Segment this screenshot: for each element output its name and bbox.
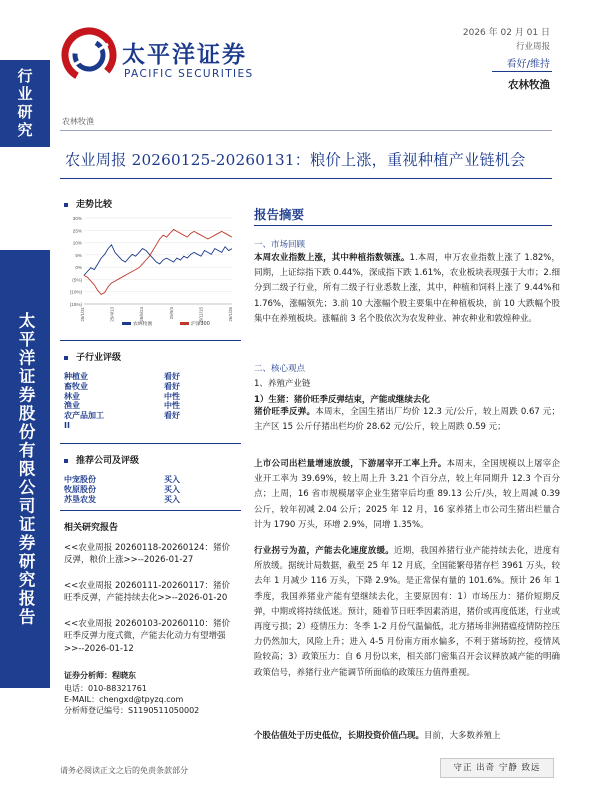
valuation-lead: 个股估值处于历史低位，长期投资价值凸现。 <box>254 731 425 741</box>
pig-paragraph-1 <box>254 405 560 435</box>
table-row <box>64 382 180 392</box>
companies-divider-top <box>60 443 241 444</box>
chart-series-line <box>84 230 232 295</box>
pig-paragraph-1-lead: 猪价旺季反弹。 <box>254 407 316 417</box>
rating-value: 看好 <box>164 411 180 421</box>
title-divider <box>60 178 552 179</box>
company-rating: 买入 <box>164 475 180 484</box>
side-band-publisher-text: 太平洋证券股份有限公司证券研究报告 <box>16 311 36 627</box>
chart-legend-label: 沪深300 <box>191 322 210 327</box>
market-review-body: 1.本周，申万农业指数上涨了 1.82%，同期，上证综指下跌 0.44%，深成指下跌 1.61%，农业板块表现强于大市；2.细分到二级子行业，所有二级子行业悉数上涨，其中，种植和饲料上涨了 9.44%和 1.76%，涨幅领先；3.前 10 大涨幅个股主要集中在种植板块，前 10 大跌幅个股集中在养殖板块。涨幅前 3 名个股依次为农发种业、神农种业和敦煌种业。 <box>254 253 560 324</box>
rating-value: 看好 <box>164 372 180 381</box>
core-views-heading: 二、核心观点 <box>254 364 306 374</box>
table-row <box>64 495 180 505</box>
pig-paragraph-2 <box>254 457 560 533</box>
company-name: 苏垦农发 <box>64 494 96 504</box>
chart-ytick-label: 30% <box>72 216 82 221</box>
table-row <box>64 392 180 402</box>
chart-ytick-label: (5%) <box>72 277 82 283</box>
rating-value: 看好 <box>164 381 180 391</box>
ratings-divider-top <box>60 340 241 341</box>
rating-name: 畜牧业 <box>64 381 88 391</box>
trend-chart <box>60 212 238 332</box>
table-row <box>64 485 180 495</box>
pig-paragraph-1-body: 本周末，全国生猪出厂均价 12.3 元/公斤，较上周跌 0.67 元；主产区 15 公斤仔猪出栏均价 28.62 元/公斤，较上周跌 0.59 元； <box>254 407 560 433</box>
analyst-name: 程晓东 <box>112 671 136 680</box>
report-date: 2026 年 02 月 01 日 <box>462 28 550 38</box>
companies-divider-bottom <box>60 510 241 511</box>
pig-paragraph-3-lead: 行业拐亏为盈，产能去化速度放缓。 <box>254 546 394 556</box>
table-row <box>64 372 180 382</box>
pacific-securities-logo-icon <box>60 26 118 84</box>
disclaimer-note: 请务必阅读正文之后的免责条款部分 <box>60 766 188 775</box>
chart-xtick-label: 26/1/26 <box>228 307 233 322</box>
pig-paragraph-3-body: 近期，我国养猪行业产能持续去化，进度有所放缓。据统计局数据，截至 25 年 12 月底，全国能繁母猪存栏 3961 万头，较去年 1 月减少 116 万头，下降 2.9%。是正常保有量的 101.6%。预计 26 年 1 季度，我国养猪业产能有望继续去化，主要原因有：1）市场压力：猪价短期反弹，中期或将持续低迷。预计，随着节日旺季因素消退，猪价或再度低迷，行业或再度亏损；2）疫情压力：冬季 1-2 月份气温偏低，北方猪场非洲猪瘟疫情防控压力仍然加大，风险上升；进入 4-5 月份南方雨水偏多，不利于猪场防控，疫情风险较高；3）政策压力：自 6 月份以来，相关部门密集召开会议释放减产能的明确政策信号，养猪行业产能调节所面临的政策压力值得重视。 <box>254 546 561 678</box>
ratings-table <box>64 372 180 431</box>
chart-legend-label: 农林牧渔 <box>133 322 153 327</box>
related-reports-heading: 相关研究报告 <box>64 523 119 533</box>
companies-table <box>64 475 180 504</box>
rating-value: 中性 <box>164 401 180 411</box>
report-title: 农业周报 20260125-20260131：粮价上涨，重视种植产业链机会 <box>65 151 526 169</box>
chart-xtick-label: 25/1/31 <box>80 307 85 322</box>
header-divider <box>492 71 552 72</box>
market-review-heading: 一、市场回顾 <box>254 240 306 250</box>
pig-heading: 1）生猪：猪价旺季反弹结束，产能或继续去化 <box>254 395 430 405</box>
rating-name: 种植业 <box>64 372 88 381</box>
rating-name: 渔业 <box>64 401 80 411</box>
company-name: 中宠股份 <box>64 475 96 484</box>
analyst-line <box>64 670 240 681</box>
company-rating: 买入 <box>164 484 180 494</box>
pig-paragraph-2-lead: 上市公司出栏量增速放缓，下游屠宰开工率上升。 <box>254 459 447 469</box>
companies-heading-text: 推荐公司及评级 <box>76 456 140 466</box>
trend-bullet-icon <box>64 203 68 207</box>
companies-bullet-icon <box>64 459 68 463</box>
table-row <box>64 411 180 421</box>
table-row <box>64 421 180 431</box>
summary-divider <box>254 225 552 226</box>
rating-value: 中性 <box>164 391 180 401</box>
valuation-body: 目前，大多数养殖上 <box>424 731 501 741</box>
trend-heading <box>64 197 112 210</box>
side-band-research-type <box>0 60 50 147</box>
ratings-heading-text: 子行业评级 <box>76 353 122 363</box>
table-row <box>64 475 180 485</box>
analyst-license: 分析师登记编号：S1190511050002 <box>64 706 200 715</box>
chart-ytick-label: 25% <box>72 228 82 234</box>
trend-heading-text: 走势比较 <box>76 200 113 210</box>
chart-ytick-label: 5% <box>75 252 82 258</box>
company-motto: 守正 出奇 宁静 致远 <box>440 758 554 778</box>
side-band-publisher <box>0 250 50 688</box>
ratings-bullet-icon <box>64 356 68 360</box>
chart-ytick-label: (15%) <box>69 302 82 307</box>
analyst-label: 证券分析师： <box>64 671 112 680</box>
ratings-heading <box>64 350 121 363</box>
market-review-lead: 本周农业指数上涨，其中种植指数领涨。 <box>254 253 410 263</box>
chart-legend-swatch <box>122 322 131 325</box>
breadcrumb-divider <box>60 130 552 131</box>
rating-name: 农产品加工 <box>64 411 104 421</box>
industry-label: 农林牧渔 <box>508 79 550 91</box>
breadcrumb: 农林牧渔 <box>62 117 94 126</box>
chart-xtick-label: 25/4/13 <box>109 307 115 322</box>
chart-legend-swatch <box>180 322 189 325</box>
logo-text-cn: 太平洋证券 <box>122 42 247 68</box>
chart-ytick-label: 10% <box>72 240 82 246</box>
industry-rating: 看好/维持 <box>506 59 550 70</box>
chart-xtick-label: 25/9/4 <box>168 307 174 320</box>
rating-name: II <box>64 420 70 430</box>
chart-xtick-label: 25/11/15 <box>198 307 204 324</box>
core-views-subheading: 1、养殖产业链 <box>254 379 311 389</box>
summary-heading: 报告摘要 <box>254 207 305 222</box>
pig-paragraph-3 <box>254 544 560 681</box>
side-band-research-type-text: 行业研究 <box>15 67 34 140</box>
analyst-email[interactable]: E-MAIL：chengxd@tpyzq.com <box>64 695 184 704</box>
table-row <box>64 401 180 411</box>
chart-series-line <box>84 245 232 275</box>
rating-name: 林业 <box>64 391 80 401</box>
chart-xtick-label: 25/6/24 <box>139 307 145 322</box>
pig-paragraph-2-body: 本周末，全国规模以上屠宰企业开工率为 39.69%，较上周上升 3.21 个百分点，较上年同期升 12.3 个百分点；上周，16 省市规模屠宰企业生猪宰后均重 89.13 公斤/头，较上周减 0.39 公斤，较年初减 2.04 公斤；2025 年 12 月，16 家养猪上市公司生猪出栏量合计为 1790 万头，环增 2.9%，同增 1.35%。 <box>254 459 560 530</box>
analyst-phone: 电话：010-88321761 <box>64 684 147 693</box>
chart-ytick-label: (10%) <box>69 289 82 295</box>
company-rating: 买入 <box>164 494 180 504</box>
report-type: 行业周报 <box>515 42 550 52</box>
related-report-link[interactable]: <<农业周报 20260103-20260110：猪价旺季反弹力度式微，产能去化动力有望增强>>--2026-01-12 <box>64 619 231 654</box>
logo-text-en: PACIFIC SECURITIES <box>124 68 254 80</box>
related-report-link[interactable]: <<农业周报 20260111-20260117：猪价旺季反弹，产能持续去化>>--2026-01-20 <box>64 581 231 604</box>
rating-value <box>164 421 180 431</box>
related-report-link[interactable]: <<农业周报 20260118-20260124：猪价反弹，粮价上涨>>--2026-01-27 <box>64 543 231 566</box>
companies-heading <box>64 453 139 466</box>
market-review-paragraph <box>254 251 560 327</box>
chart-ytick-label: 0% <box>75 265 82 271</box>
valuation-paragraph <box>254 729 560 744</box>
company-name: 牧原股份 <box>64 484 96 494</box>
